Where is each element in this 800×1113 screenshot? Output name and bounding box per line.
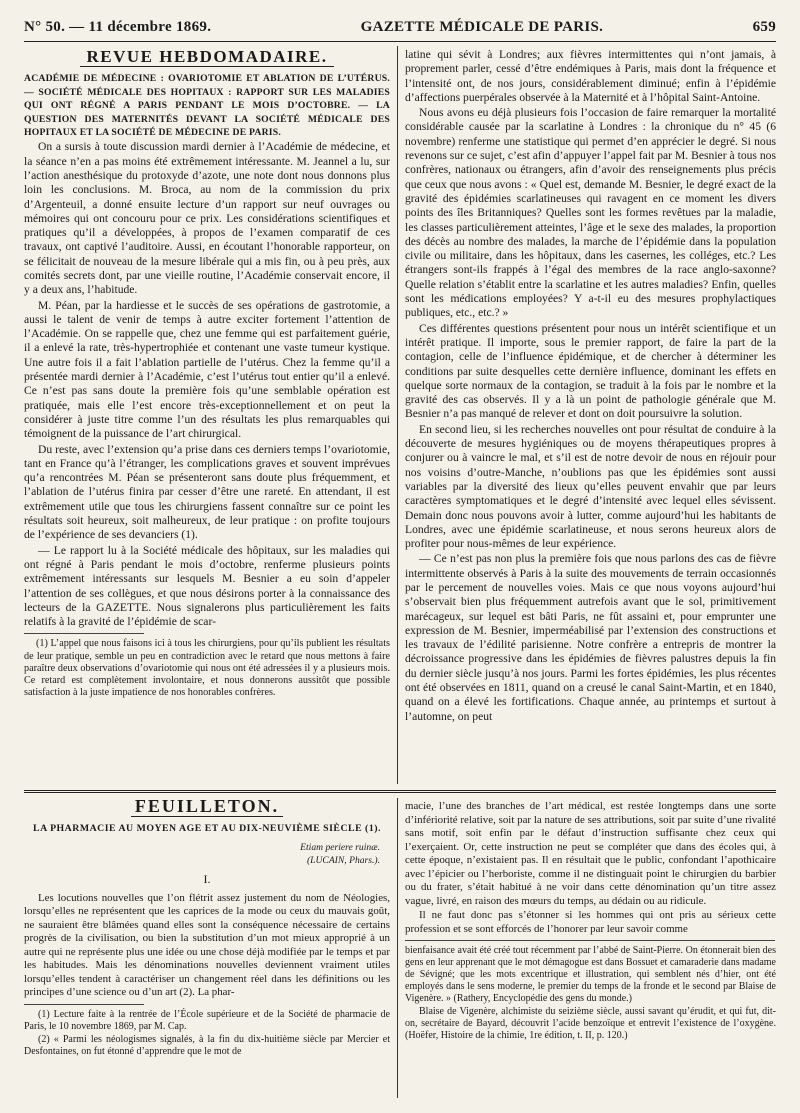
footnote-rule [24,633,144,634]
feuilleton-paragraph: Les locutions nouvelles que l’on flétrit assez justement du nom de Néologies, lorsqu’elles ne représentent que les caprices de la mode ou ceux du mauvais goût, ne sauraient être blâmées quand elles sont la conséquence nécessaire de certains progrès de la civilisation, ou bien la substitution d’un mot mieux approprié à un autre qui ne représente plus une idée ou une chose déjà modifiée par le temps et par les habitudes. Mais les dénominations nouvelles deviennent vraiment utiles lorsqu’elles tendent à caractériser un changement réel dans les définitions ou les principes d’une science ou d’un art (2). La phar- [24,891,390,998]
feuilleton-left-column [24,796,390,1058]
column-divider [397,798,398,1098]
revue-paragraph: On a sursis à toute discussion mardi dernier à l’Académie de médecine, et la séance n’en a pas moins été extrêmement intéressante. M. Jeannel a lu, sur l’action anesthésique du protoxyde d’azote, une note dont nous donnons plus loin les conclusions. M. Broca, au nom de la commission du prix d’Argenteuil, a donné ensuite lecture d’un rapport sur neuf ouvrages ou mémoires qui ont concouru pour ce prix. Les considérations scientifiques et pratiques qu’il a développées, à propos de l’examen comparatif de ces travaux, ont captivé l’auditoire. Aussi, en écoutant l’honorable rapporteur, on se félicitait de nouveau de la mesure libérale qui a mis fin, ou à peu près, aux comités secrets dont, par une vieille routine, l’Académie conservait encore, il y a deux ans, l’habitude. [24,140,390,297]
epigraph-source: (LUCAIN, Phars.). [306,855,380,866]
feuilleton-paragraph: Il ne faut donc pas s’étonner si les hommes qui ont pris au sérieux cette profession et se sont efforcés de l’honorer par leur savoir comme [405,909,776,935]
journal-title: GAZETTE MÉDICALE DE PARIS. [360,18,604,35]
revue-paragraph: M. Péan, par la hardiesse et le succès de ses opérations de gastrotomie, a aussi le talent de venir de temps à autre exciter fortement l’attention de l’Académie. On se rappelle que, chez une femme qui est parfaitement guérie, il a enlevé la rate, très-hypertrophiée et contenant une vaste tumeur kystique. Une autre fois il a fait l’ablation partielle de l’utérus. Chez la femme qu’il a présentée mardi dernier à l’Académie, c’est l’utérus tout entier qu’il a enlevé. Ce n’est pas sans doute la première fois qu’une semblable opération est pratiquée, mais elle l’est encore très-exceptionnellement et on peut la considérer à juste titre comme l’un des résultats les plus remarquables qui témoignent de la puissance de l’art chirurgical. [24,298,390,441]
revue-paragraph: Du reste, avec l’extension qu’a prise dans ces derniers temps l’ovariotomie, tant en France qu’à l’étranger, les complications graves et souvent imprévues qu’a rencontrées M. Péan se présenteront sans doute plus fréquemment, et l’ablation de l’utérus finira par cesser d’être une rareté. En attendant, il est extrêmement utile que tous les chirurgiens fassent connaître sur ce point les résultats soit heureux, soit malheureux, de leur pratique : on profite toujours de l’expérience de ses devanciers (1). [24,442,390,542]
column-divider [397,46,398,784]
footnote-item: bienfaisance avait été créé tout récemment par l’abbé de Saint-Pierre. On étonnerait bien des gens en leur apprenant que le mot démagogue est dans Bossuet et camaraderie dans madame de Sévigné; que les mots excentrique et illustration, qui semblent nés d’hier, ont été employés dans le sens moderne, le premier du temps de la fronde et le second par Blaise de Vigenère. » (Rathery, Encyclopédie des gens du monde.) [405,945,776,1004]
revue-title: REVUE HEBDOMADAIRE. [24,50,390,64]
revue-right-column [405,48,776,724]
issue-number: N° 50. — 11 décembre 1869. [24,18,212,35]
revue-paragraph: — Le rapport lu à la Société médicale des hôpitaux, sur les maladies qui ont régné à Paris pendant le mois d’octobre, renferme plusieurs points extrêmement intéressants sur lesquels M. Besnier a eu soin d’appeler l’attention de ses collègues, et que nous désirons porter à la connaissance des lecteurs de la GAZETTE. Nous signalerons plus particulièrement les faits relatifs à la gravité de l’épidémie de scar- [24,543,390,629]
feuilleton-right-column [405,800,776,1042]
feuilleton-right-footnotes [405,945,776,1042]
footnote-item: (1) Lecture faite à la rentrée de l’École supérieure et de la Société de pharmacie de Paris, le 10 novembre 1869, par M. Cap. [24,1008,390,1032]
revue-paragraph: — Ce n’est pas non plus la première fois que nous parlons des cas de fièvre intermittente observés à Paris à la suite des mouvements de terrain occasionnés par le percement de nouvelles voies. Mais ce que nous voyons aujourd’hui s’observait bien plus fréquemment autrefois avant que le sol, primitivement marécageux, sur lequel est bâti Paris, ne fût assaini et, pour emprunter une expression de M. Besnier, imperméabilisé par l’extension des constructions et les travaux de l’édilité parisienne. Notre confrère a entrepris de montrer la décroissance progressive dans les épidémies de fièvres palustres depuis la fin du dernier siècle jusqu’à nos jours. Parmi les fortes épidémies, les plus récentes ont été observées en 1811, quand on a creusé le canal Saint-Martin, et en 1840, quand on a élevé les fortifications. Chaque année, au printemps et surtout à l’automne, on peut [405,552,776,723]
footnote-item: (2) « Parmi les néologismes signalés, à la fin du dix-huitième siècle par Mercier et Desfontaines, on fut étonné d’apprendre que le mot de [24,1033,390,1057]
epigraph [24,841,390,867]
header-rule [24,41,776,42]
revue-footnote: (1) L’appel que nous faisons ici à tous les chirurgiens, pour qu’ils publient les résultats de leur pratique, semble un peu en contradiction avec le retard que nous mettons à faire paraître deux observations d’ovariotomie qui nous ont été adressées il y a plusieurs mois. Ce retard est complètement involontaire, et nous donnerons aussitôt que possible satisfaction à la juste impatience de nos honorables confrères. [24,638,390,699]
running-header [24,16,776,38]
section-number: I. [203,872,211,886]
revue-left-column [24,48,390,699]
footnote-rule [24,1004,144,1005]
footnote-rule [405,940,775,941]
revue-paragraph: Nous avons eu déjà plusieurs fois l’occasion de faire remarquer la mortalité considérable causée par la scarlatine à Londres : la chronique du n° 45 (6 novembre) renferme une statistique qui permet d’en apprécier le degré. Si nous revenons sur ce sujet, c’est afin d’appuyer l’appel fait par M. Besnier à tous nos confrères, nationaux ou étrangers, afin d’avoir des renseignements plus précis que ceux que nous avons : « Quel est, demande M. Besnier, le degré exact de la gravité des épidémies scarlatineuses qui ravagent en ce moment les divers points des îles Britanniques? Quelles sont les formes revêtues par la maladie, les classes particulièrement atteintes, l’âge et le sexe des malades, la proportion des décès au nombre des malades, la marche de l’épidémie dans la population civile ou militaire, dans les hôpitaux, dans les casernes, les colléges, etc.? Les étrangers sont-ils frappés à l’égal des membres de la race anglo-saxonne? Quelle relation s’établit entre la scarlatine et les autres maladies? Enfin, quelles sont les médications employées? Y a-t-il eu des mesures prophylactiques publiques, etc., etc.? » [405,106,776,320]
revue-summary: ACADÉMIE DE MÉDECINE : OVARIOTOMIE ET ABLATION DE L’UTÉRUS. — SOCIÉTÉ MÉDICALE DES HOPITAUX : RAPPORT SUR LES MALADIES QUI ONT RÉGNÉ A PARIS PENDANT LE MOIS D’OCTOBRE. — LA QUESTION DES MATERNITÉS DEVANT LA SOCIÉTÉ MÉDICALE DES HOPITAUX ET LA SOCIÉTÉ DE MÉDECINE DE PARIS. [24,73,390,138]
page-number: 659 [752,18,776,35]
epigraph-text: Etiam periere ruinæ. [300,842,380,853]
feuilleton-subtitle: LA PHARMACIE AU MOYEN AGE ET AU DIX-NEUVIÈME SIÈCLE (1). [33,822,381,834]
revue-paragraph: latine qui sévit à Londres; aux fièvres intermittentes qui n’ont jamais, à proprement parler, cessé d’être endémiques à Paris, mais dont la fréquence et l’intensité ont, de nos jours, considérablement diminué; enfin à l’épidémie d’affections puerpérales observée à la Maternité et à l’hôpital Saint-Antoine. [405,48,776,104]
footnote-item: Blaise de Vigenère, alchimiste du seizième siècle, aussi savant qu’érudit, et qui fut, dit-on, secrétaire de Bayard, découvrit l’acide benzoïque et entrevit l’existence de l’oxygène. (Hoëfer, Histoire de la chimie, 1re édition, t. II, p. 120.) [405,1006,776,1041]
feuilleton-paragraph: macie, l’une des branches de l’art médical, est restée longtemps dans une sorte d’infériorité relative, soit par la nature de ses attributions, soit par suite d’une rivalité sans motif, soit enfin par le défaut d’instruction suffisante chez ceux qui l’exerçaient. Or, cette instruction ne peut se compléter que dans des écoles qui, à cette époque, n’existaient pas. Il en résultait que le public, confondant l’apothicaire avec l’épicier ou l’herboriste, comme il ne distinguait point le chirurgien du barbier ou du frater, s’était habitué à ne voir dans cette dénomination qu’un titre assez vague, livré, en raison des mœurs du temps, au dédain ou au ridicule. [405,800,776,907]
revue-paragraph: En second lieu, si les recherches nouvelles ont pour résultat de conduire à la découverte de mesures hygiéniques ou de moyens thérapeutiques propres à conjurer ou à vaincre le mal, et s’il est de notre devoir de nous en réjouir pour nos voisins d’outre-Manche, n’oublions pas que les épidémies sont aussi variables par la diversité des lieux qu’elles peuvent envahir que par leurs caractères symptomatiques et le degré d’intensité avec lequel elles sévissent. Demain donc nous pouvons avoir à lutter, comme aujourd’hui les habitants de Londres, avec une épidémie scarlatineuse, et nous serons heureux alors de profiter pour nous-mêmes de leur expérience. [405,422,776,551]
revue-paragraph: Ces différentes questions présentent pour nous un intérêt scientifique et un intérêt pratique. Il importe, sous le premier rapport, de faire la part de la contagion, celle de l’influence épidémique, et de chercher à déterminer les conditions par suite desquelles cette dernière influence, dominant les effets en quelque sorte normaux de la contagion, se traduit à la fois par le nombre et la gravité des cas observés. Il y a là un point de pathologie générale que M. Besnier n’a pas manqué de relever et dont on doit poursuivre la solution. [405,321,776,421]
feuilleton-separator [24,790,776,793]
feuilleton-footnotes [24,1009,390,1058]
feuilleton-title: FEUILLETON. [24,800,390,814]
